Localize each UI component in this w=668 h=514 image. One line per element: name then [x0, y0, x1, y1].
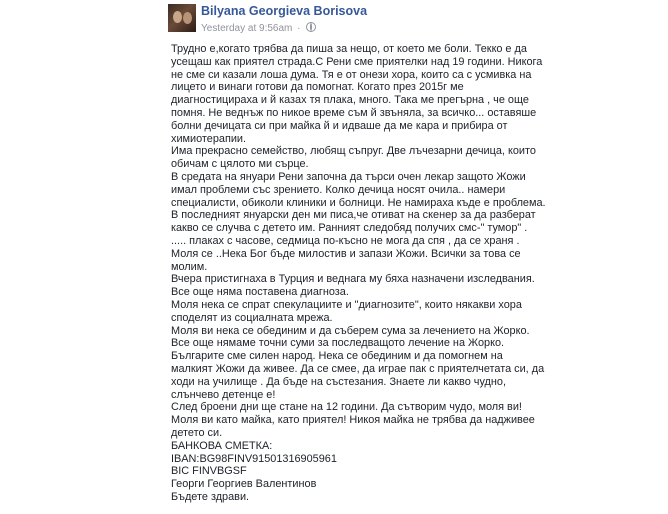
post-text-line: Все още нямаме точни суми за последващото лечение на Жорко. [171, 337, 505, 350]
post-text-line: болни дечицата си при майка й и идваше да ме кара и прибира от [171, 119, 508, 132]
globe-icon[interactable] [306, 22, 316, 32]
post-text-line: имал проблеми със зрението. Колко дечица носят очила.. намери [171, 183, 506, 196]
post-text-line: химиотерапии. [171, 132, 247, 145]
post-text-line: Георги Георгиев Валентинов [171, 478, 317, 491]
post-text-line: споделят из социалната мрежа. [171, 311, 333, 324]
post-text-line: BIC FINVBGSF [171, 465, 247, 478]
post-text-line: Все още няма поставена диагноза. [171, 286, 349, 299]
post-body [171, 43, 546, 504]
post-text-line: IBAN:BG98FINV91501316905961 [171, 452, 337, 465]
post-text-line: усещаш как приятел страда.С Рени сме приятелки над 19 години. Никога [171, 55, 543, 68]
post-text-line: Моля се ..Нека Бог бъде милостив и запази Жожи. Всички за това се [171, 247, 521, 260]
avatar-face [183, 12, 192, 24]
post-text-line: БАНКОВА СМЕТКА: [171, 439, 273, 452]
post-text-line: Бъдете здрави. [171, 490, 250, 503]
post-text-line: В последният януарски ден ми писа,че отиват на скенер за да разберат [171, 209, 536, 222]
post-text-line: Трудно е,когато трябва да пиша за нещо, от което ме боли. Теккo е да [171, 43, 527, 55]
post-text-line: Моля ви нека се обединим и да съберем сума за лечението на Жорко. [171, 324, 530, 337]
post-text-line: слънчево детенце е! [171, 388, 276, 401]
avatar[interactable] [168, 4, 196, 32]
post-text-line: Моля нека се спрат спекулациите и "диагнозите", които някакви хора [171, 298, 522, 311]
post-text-line: ..... плаках с часове, седмица по-късно не мога да спя , да се храня . [171, 234, 520, 247]
meta-separator: · [297, 23, 301, 34]
facebook-post [167, 0, 546, 514]
post-timestamp[interactable]: Yesterday at 9:56am [201, 23, 293, 34]
post-text-line: След броени дни ще стане на 12 години. Да сътворим чудо, моля ви! [171, 401, 522, 414]
post-text-line: молим. [171, 260, 208, 273]
post-text-line: лицето и винаги готови да помогнат. Когато през 2015г ме [171, 81, 464, 94]
post-text-line: Българите сме силен народ. Нека се обединим и да помогнем на [171, 350, 503, 363]
post-text-line: ходи на училище . Да бъде на състезания. Знаете ли какво чудно, [171, 375, 507, 388]
post-text-line: диагностицираха и й казах тя плака, много. Така ме прегърна , че още [171, 94, 529, 107]
author-name[interactable]: Bilyana Georgieva Borisova [201, 4, 368, 18]
post-text-line: Има прекрасно семейство, любящ съпруг. Две лъчезарни дечица, които [171, 145, 536, 158]
post-text-line: малкият Жожи да живее. Да се смее, да играе пак с приятелчетата си, да [171, 362, 545, 375]
post-text-line: обичам с цялото ми сърце. [171, 158, 309, 171]
post-text-line: помня. Не веднъж по никое време съм й звъняла, за всичко... оставяше [171, 106, 537, 119]
post-text-line: специалисти, обиколи клиники и болници. Не намираха къде е проблема. [171, 196, 546, 209]
post-text-line: детето си. [171, 426, 223, 439]
post-text-line: какво се случва с детето им. Ранният следобяд получих смс-" тумор" . [171, 222, 528, 235]
avatar-face [173, 11, 182, 23]
post-header [167, 4, 507, 34]
post-text-line: не сме си казали лоша дума. Тя е от онези хора, които са с усмивка на [171, 68, 532, 81]
post-text-line: Моля ви като майка, като приятел! Никоя майка не трябва да надживее [171, 414, 535, 427]
post-meta [201, 22, 316, 34]
post-text-line: Вчера пристигнаха в Турция и веднага му бяха назначени изследвания. [171, 273, 535, 286]
post-text-line: В средата на януари Рени започна да търси очен лекар защото Жожи [171, 170, 526, 183]
